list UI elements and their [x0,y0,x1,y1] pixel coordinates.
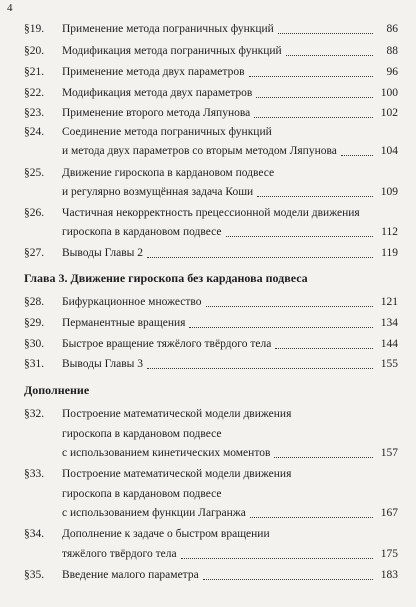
entry-title-line [62,295,398,310]
entry-title-line [62,166,398,181]
page-ref: 167 [380,507,398,519]
entry-title: Применение метода двух параметров [62,66,245,78]
page-ref: 134 [380,317,398,329]
entry-title-line [62,506,398,521]
dot-leader [341,155,373,156]
entry-title: Дополнение к задаче о быстром вращении [62,528,270,540]
entry-title: гироскопа в кардановом подвесе [62,226,222,238]
entry-title-line [62,125,398,140]
toc-entry [24,166,398,202]
entry-title: с использованием кинетических моментов [62,447,271,459]
page-ref: 100 [380,87,398,99]
dot-leader [278,33,373,34]
dot-leader [249,76,374,77]
entry-title: Соединение метода пограничных функций [62,126,272,138]
dot-leader [256,97,373,98]
entry-title: Частичная некорректность прецессионной модели движения [62,207,360,219]
page-number: 4 [7,2,13,14]
page-ref: 144 [380,338,398,350]
toc-entry [24,527,398,563]
entry-title-line [62,22,398,37]
toc-entry [24,206,398,242]
toc-entry [24,467,398,522]
entry-title: Модификация метода пограничных функций [62,45,282,57]
page-ref: 119 [381,247,398,259]
toc-entry [24,106,398,122]
dot-leader [254,117,373,118]
entry-title-line [62,316,398,331]
section-number: §23. [24,107,45,119]
entry-title: Выводы Главы 2 [62,247,144,259]
dot-leader [147,257,373,258]
toc-entry [24,337,398,353]
page-ref: 104 [380,145,398,157]
entry-title-line [62,427,398,442]
entry-title: Выводы Главы 3 [62,358,144,370]
section-number: §30. [24,338,45,350]
entry-title-line [62,206,398,221]
entry-title-line [62,44,398,59]
page-ref: 96 [386,66,398,78]
chapter-heading: Дополнение [24,383,90,397]
page-ref: 102 [380,107,398,119]
page-ref: 86 [386,23,398,35]
dot-leader [275,348,373,349]
section-number: §33. [24,468,45,480]
section-number: §32. [24,408,45,420]
dot-leader [147,368,373,369]
page-ref: 109 [380,186,398,198]
dot-leader [203,579,373,580]
toc-entry [24,568,398,584]
page-ref: 183 [380,569,398,581]
section-number: §28. [24,296,45,308]
dot-leader [257,196,373,197]
entry-title: Построение математической модели движения [62,468,292,480]
entry-title: гироскопа в кардановом подвесе [62,428,222,440]
toc-entry [24,357,398,373]
entry-title-line [62,337,398,352]
dot-leader [181,558,373,559]
entry-title: Перманентные вращения [62,317,186,329]
section-number: §21. [24,66,45,78]
toc-entry [24,407,398,462]
toc-entry [24,22,398,38]
entry-title: Построение математической модели движения [62,408,292,420]
section-number: §31. [24,358,45,370]
entry-title: и метода двух параметров со вторым методом Ляпунова [62,145,337,157]
entry-title-line [62,106,398,121]
section-number: §19. [24,23,45,35]
entry-title-line [62,487,398,502]
page-ref: 88 [386,45,398,57]
entry-title-line [62,446,398,461]
entry-title-line [62,407,398,422]
toc-entry [24,44,398,60]
entry-title-line [62,467,398,482]
entry-title: Бифуркационное множество [62,296,202,308]
entry-title: Введение малого параметра [62,569,199,581]
toc-entry [24,246,398,262]
section-number: §29. [24,317,45,329]
toc-entry [24,125,398,161]
section-number: §25. [24,167,45,179]
entry-title: Применение метода пограничных функций [62,23,274,35]
toc-entry [24,295,398,311]
section-number: §26. [24,207,45,219]
entry-title: Модификация метода двух параметров [62,87,253,99]
entry-title-line [62,185,398,200]
entry-title-line [62,144,398,159]
entry-title-line [62,547,398,562]
dot-leader [226,236,374,237]
entry-title-line [62,65,398,80]
page-ref: 112 [381,226,398,238]
entry-title: тяжёлого твёрдого тела [62,548,177,560]
dot-leader [274,457,373,458]
section-number: §20. [24,45,45,57]
entry-title-line [62,357,398,372]
page-ref: 155 [380,358,398,370]
page-ref: 175 [380,548,398,560]
entry-title: гироскопа в кардановом подвесе [62,488,222,500]
section-number: §22. [24,87,45,99]
dot-leader [189,327,373,328]
entry-title: Применение второго метода Ляпунова [62,107,251,119]
section-number: §24. [24,126,45,138]
entry-title-line [62,86,398,101]
dot-leader [250,517,373,518]
chapter-heading: Глава 3. Движение гироскопа без карданова подвеса [24,271,308,285]
dot-leader [286,55,373,56]
entry-title: Быстрое вращение тяжёлого твёрдого тела [62,338,272,350]
section-number: §34. [24,528,45,540]
toc-entry [24,86,398,102]
entry-title-line [62,527,398,542]
section-number: §35. [24,569,45,581]
entry-title-line [62,246,398,261]
page-ref: 157 [380,447,398,459]
entry-title: и регулярно возмущённая задача Коши [62,186,254,198]
entry-title: с использованием функции Лагранжа [62,507,246,519]
toc-entry [24,65,398,81]
dot-leader [206,306,374,307]
toc-entry [24,316,398,332]
entry-title: Движение гироскопа в кардановом подвесе [62,167,275,179]
page-ref: 121 [380,296,398,308]
entry-title-line [62,225,398,240]
section-number: §27. [24,247,45,259]
entry-title-line [62,568,398,583]
